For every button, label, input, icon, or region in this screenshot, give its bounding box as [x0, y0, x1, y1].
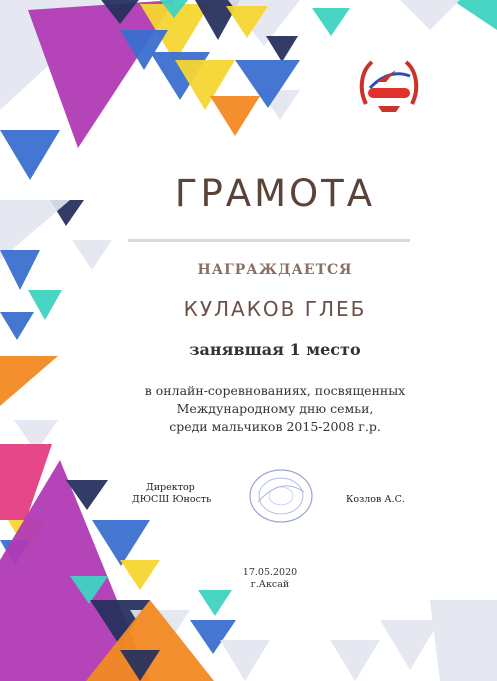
recipient-name: КУЛАКОВ ГЛЕБ: [183, 297, 367, 321]
issue-date: 17.05.2020: [242, 567, 298, 578]
decor-triangle: [380, 620, 440, 670]
date-place: [210, 567, 330, 591]
place-text: занявшая 1 место: [189, 340, 361, 359]
description-line: среди мальчиков 2015-2008 г.р.: [169, 419, 381, 434]
decor-triangle: [0, 250, 40, 290]
decor-triangle: [0, 312, 34, 340]
divider: [128, 239, 410, 242]
decor-triangle: [198, 590, 232, 616]
awarded-label: НАГРАЖДАЕТСЯ: [197, 262, 353, 278]
director-org: ДЮСШ Юность: [132, 494, 212, 505]
decor-triangle: [220, 640, 270, 681]
description-line: Международному дню семьи,: [176, 401, 374, 416]
decor-triangle: [452, 0, 497, 30]
decor-triangle: [266, 36, 298, 62]
decor-triangle: [120, 560, 160, 590]
decor-triangle: [312, 8, 350, 36]
stamp: [246, 466, 316, 526]
decor-triangle: [330, 640, 380, 681]
decor-triangle: [0, 356, 58, 406]
decor-triangle: [92, 520, 150, 566]
director-title: Директор: [146, 482, 195, 493]
signer-name: Козлов А.С.: [346, 494, 405, 505]
certificate-title: ГРАМОТА: [174, 172, 376, 215]
decor-triangle: [72, 240, 112, 270]
description-line: в онлайн-соревнованиях, посвященных: [144, 383, 406, 398]
school-logo: [356, 48, 422, 120]
director-signature-block: [132, 482, 211, 506]
decor-triangle: [400, 0, 460, 30]
competition-description: [110, 382, 440, 436]
issue-city: г.Аксай: [250, 579, 290, 590]
decor-triangle: [0, 130, 60, 180]
decor-triangle: [210, 96, 260, 136]
decor-triangle: [430, 600, 497, 681]
decor-triangle: [28, 290, 62, 320]
